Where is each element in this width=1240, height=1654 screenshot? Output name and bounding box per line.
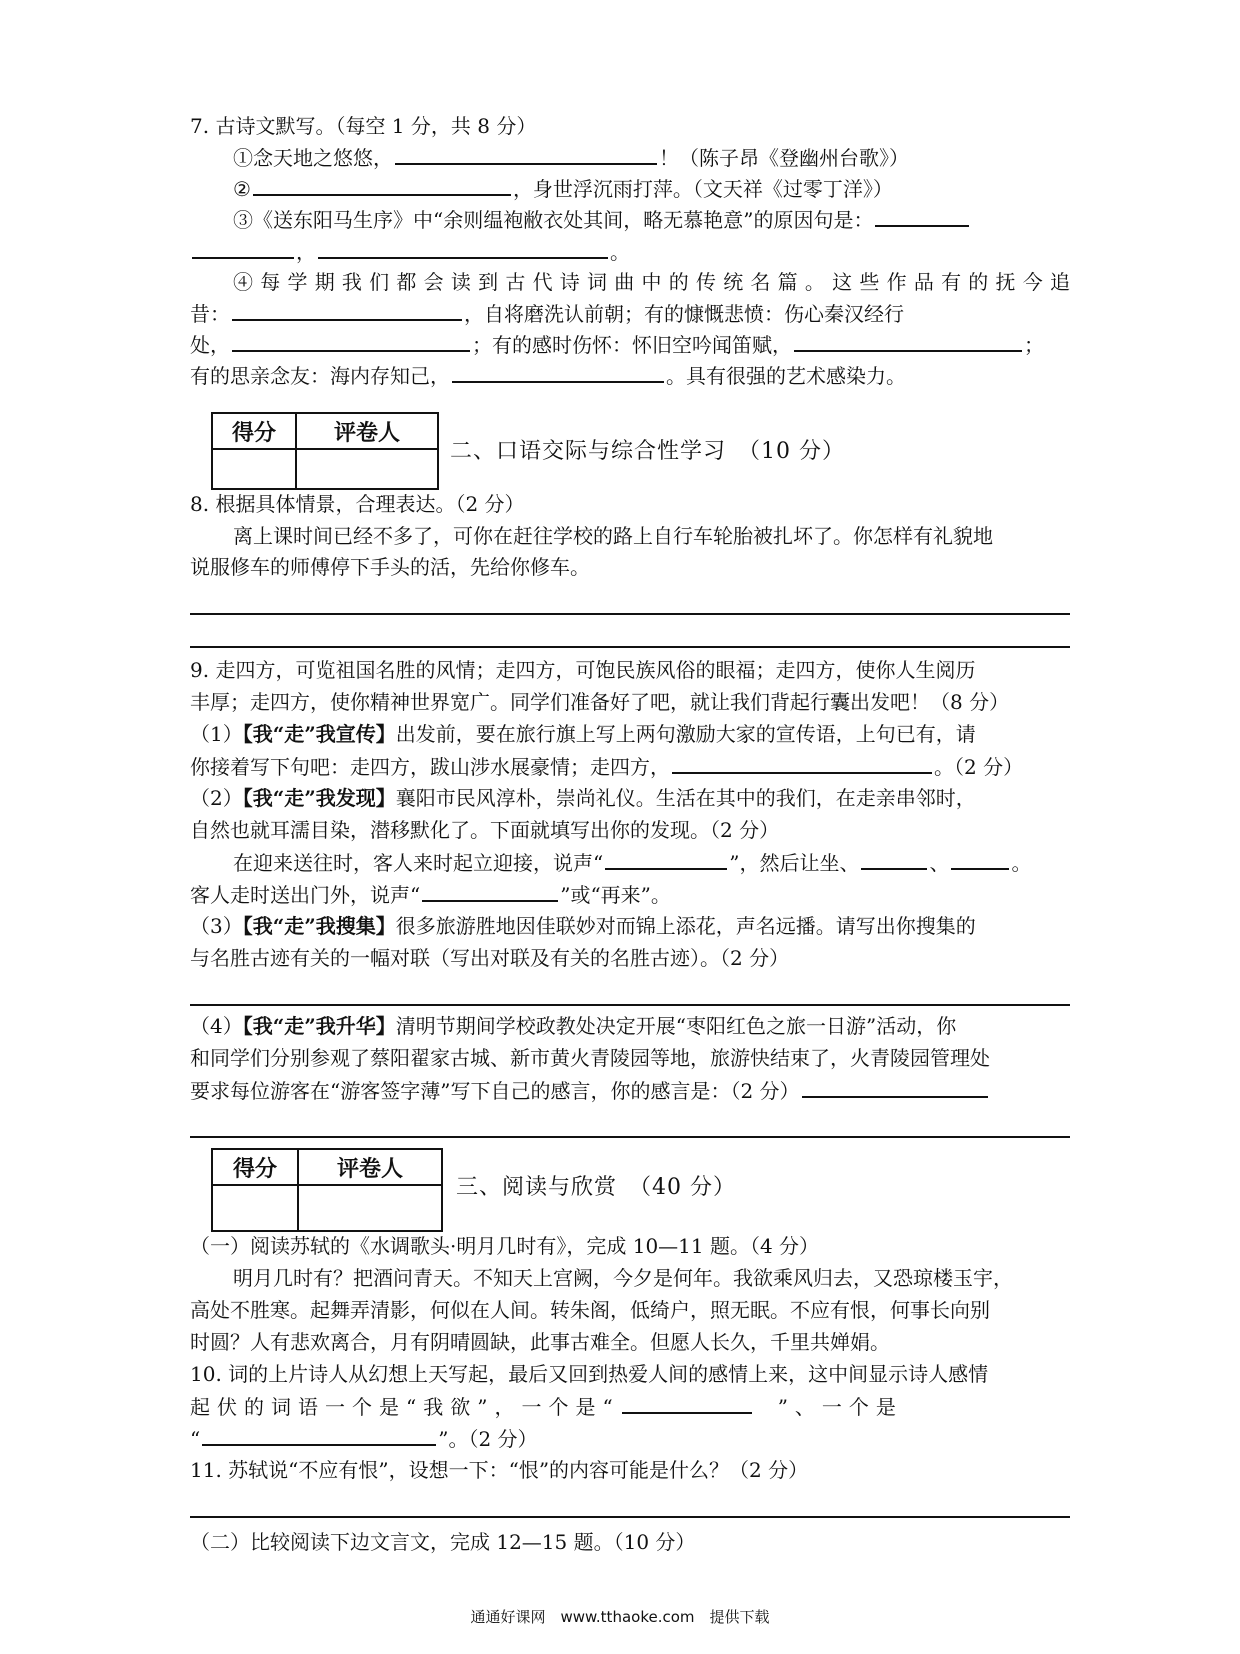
score-cell[interactable] bbox=[212, 1185, 298, 1231]
q9-sub1-num: （1） bbox=[190, 722, 243, 746]
answer-blank[interactable] bbox=[802, 1076, 988, 1098]
q9-sub4 bbox=[190, 1012, 1070, 1040]
answer-blank[interactable] bbox=[422, 880, 558, 902]
reading-2-title: （二）比较阅读下边文言文，完成 12—15 题。（10 分） bbox=[190, 1530, 696, 1554]
q9-sub3-num: （3） bbox=[190, 914, 243, 938]
answer-blank[interactable] bbox=[951, 848, 1009, 870]
reading-1-title: （一）阅读苏轼的《水调歌头·明月几时有》，完成 10—11 题。（4 分） bbox=[190, 1234, 820, 1258]
answer-blank[interactable] bbox=[202, 1424, 436, 1446]
answer-blank[interactable] bbox=[232, 330, 470, 352]
q7-line1-a: ①念天地之悠悠， bbox=[233, 146, 393, 170]
q7-line6-a: 昔： bbox=[190, 302, 230, 326]
q8-para-1: 离上课时间已经不多了，可你在赶往学校的路上自行车轮胎被扎坏了。你怎样有礼貌地 bbox=[233, 524, 993, 548]
q10-para-3-b: ”。（2 分） bbox=[438, 1427, 538, 1451]
q10-para-2-b: ”、一个是 bbox=[777, 1395, 903, 1419]
q7-line1 bbox=[233, 143, 1070, 172]
answer-blank[interactable] bbox=[622, 1392, 752, 1414]
answer-blank[interactable] bbox=[452, 361, 664, 383]
q9-sub2 bbox=[190, 784, 1070, 812]
q9-sub2-line3-c: 、 bbox=[929, 851, 950, 875]
q9-sub3-line2: 与名胜古迹有关的一幅对联（写出对联及有关的名胜古迹）。（2 分） bbox=[190, 946, 790, 970]
q9-sub1-tag: 【我“走”我宣传】 bbox=[242, 722, 396, 746]
q7-line3 bbox=[233, 205, 1070, 234]
q9-sub4-line2: 和同学们分别参观了蔡阳翟家古城、新市黄火青陵园等地，旅游快结束了，火青陵园管理处 bbox=[190, 1046, 990, 1070]
q9-sub4-line3 bbox=[190, 1076, 1070, 1105]
q9-sub4-tag: 【我“走”我升华】 bbox=[242, 1014, 396, 1038]
q7-line2-a: ② bbox=[233, 177, 251, 201]
q9-sub3-text: 很多旅游胜地因佳联妙对而锦上添花，声名远播。请写出你搜集的 bbox=[395, 914, 976, 938]
q9-sub2-num: （2） bbox=[190, 786, 243, 810]
q9-sub3 bbox=[190, 912, 1070, 940]
q10-para-2-a: 起伏的词语一个是“我欲”，一个是“ bbox=[190, 1395, 620, 1419]
q9-sub2-line3-b: ”，然后让坐、 bbox=[729, 851, 860, 875]
q9-sub3-tag: 【我“走”我搜集】 bbox=[242, 914, 396, 938]
score-cell[interactable] bbox=[212, 449, 296, 489]
answer-line[interactable] bbox=[190, 613, 1070, 615]
grader-cell[interactable] bbox=[298, 1185, 442, 1231]
q7-line6 bbox=[190, 299, 1070, 328]
score-box bbox=[211, 1148, 443, 1232]
score-header: 得分 bbox=[212, 1149, 298, 1185]
q7-line1-b: ！（陈子昂《登幽州台歌》） bbox=[659, 146, 909, 170]
q7-line8 bbox=[190, 361, 1070, 390]
q9-sub4-num: （4） bbox=[190, 1014, 243, 1038]
q9-sub2-line3-a: 在迎来送往时，客人来时起立迎接，说声“ bbox=[233, 851, 604, 875]
section-2-title: 二、口语交际与综合性学习 （10 分） bbox=[450, 439, 845, 464]
q7-line3-text: ③《送东阳马生序》中“余则缊袍敝衣处其间，略无慕艳意”的原因句是： bbox=[233, 208, 874, 232]
q9-sub2-line4-a: 客人走时送出门外，说声“ bbox=[190, 883, 421, 907]
q9-sub1-line2-b: 。（2 分） bbox=[934, 755, 1024, 779]
q7-line7 bbox=[190, 330, 1070, 359]
q7-line8-a: 有的思亲念友：海内存知己， bbox=[190, 364, 450, 388]
q8-title: 8. 根据具体情景，合理表达。（2 分） bbox=[190, 492, 525, 516]
q8-para-2: 说服修车的师傅停下手头的活，先给你修车。 bbox=[190, 555, 590, 579]
answer-line[interactable] bbox=[190, 1004, 1070, 1006]
grader-header: 评卷人 bbox=[296, 413, 438, 449]
answer-line[interactable] bbox=[190, 1516, 1070, 1518]
footer-credit: 通通好课网 www.tthaoke.com 提供下载 bbox=[470, 1608, 770, 1626]
q9-sub2-line4 bbox=[190, 880, 1070, 909]
answer-blank[interactable] bbox=[232, 299, 462, 321]
answer-line[interactable] bbox=[190, 1136, 1070, 1138]
grader-header: 评卷人 bbox=[298, 1149, 442, 1185]
section-3-title: 三、阅读与欣赏 （40 分） bbox=[456, 1175, 736, 1200]
q9-sub1-line2 bbox=[190, 752, 1070, 781]
q9-sub1-text: 出发前，要在旅行旗上写上两句激励大家的宣传语，上句已有，请 bbox=[395, 722, 976, 746]
answer-blank[interactable] bbox=[794, 330, 1022, 352]
q11-text: 11. 苏轼说“不应有恨”，设想一下：“恨”的内容可能是什么？（2 分） bbox=[190, 1458, 809, 1482]
q9-sub2-line2: 自然也就耳濡目染，潜移默化了。下面就填写出你的发现。（2 分） bbox=[190, 818, 780, 842]
answer-blank[interactable] bbox=[395, 143, 657, 165]
q7-line6-b: ，自将磨洗认前朝；有的慷慨悲愤：伤心秦汉经行 bbox=[464, 302, 904, 326]
q9-sub2-line3-d: 。 bbox=[1011, 851, 1032, 875]
answer-blank[interactable] bbox=[875, 205, 969, 227]
q7-line2 bbox=[233, 174, 1070, 203]
q7-line2-b: ，身世浮沉雨打萍。（文天祥《过零丁洋》） bbox=[512, 177, 893, 201]
q9-sub2-tag: 【我“走”我发现】 bbox=[242, 786, 396, 810]
q7-line5: ④每学期我们都会读到古代诗词曲中的传统名篇。这些作品有的抚今追 bbox=[233, 270, 1070, 294]
q9-sub2-line3 bbox=[233, 848, 1070, 877]
score-header: 得分 bbox=[212, 413, 296, 449]
q7-line8-b: 。具有很强的艺术感染力。 bbox=[666, 364, 906, 388]
q7-line4 bbox=[190, 237, 1070, 266]
answer-line[interactable] bbox=[190, 646, 1070, 648]
q9-sub1 bbox=[190, 720, 1070, 748]
q9-sub4-line3-text: 要求每位游客在“游客签字薄”写下自己的感言，你的感言是：（2 分） bbox=[190, 1079, 800, 1103]
q10-para-3 bbox=[190, 1424, 1070, 1453]
q9-sub4-text: 清明节期间学校政教处决定开展“枣阳红色之旅一日游”活动，你 bbox=[395, 1014, 957, 1038]
score-box bbox=[211, 412, 439, 490]
poem-line-1: 明月几时有？把酒问青天。不知天上宫阙，今夕是何年。我欲乘风归去，又恐琼楼玉宇， bbox=[233, 1266, 1013, 1290]
q7-title: 7. 古诗文默写。（每空 1 分，共 8 分） bbox=[190, 114, 537, 138]
answer-blank[interactable] bbox=[861, 848, 927, 870]
answer-blank[interactable] bbox=[318, 237, 608, 259]
q9-para-2: 丰厚；走四方，使你精神世界宽广。同学们准备好了吧，就让我们背起行囊出发吧！（8 分） bbox=[190, 690, 1010, 714]
q9-sub1-line2-a: 你接着写下句吧：走四方，跋山涉水展豪情；走四方， bbox=[190, 755, 670, 779]
q7-line4-comma: ， bbox=[296, 240, 316, 264]
q10-para-1: 10. 词的上片诗人从幻想上天写起，最后又回到热爱人间的感情上来，这中间显示诗人感情 bbox=[190, 1362, 989, 1386]
q9-sub2-text: 襄阳市民风淳朴，崇尚礼仪。生活在其中的我们，在走亲串邻时， bbox=[395, 786, 976, 810]
q7-line7-c: ； bbox=[1024, 333, 1044, 357]
poem-line-2: 高处不胜寒。起舞弄清影，何似在人间。转朱阁，低绮户，照无眠。不应有恨，何事长向别 bbox=[190, 1298, 990, 1322]
q7-line4-end: 。 bbox=[610, 240, 630, 264]
q7-line7-a: 处， bbox=[190, 333, 230, 357]
q7-line7-b: ；有的感时伤怀：怀旧空吟闻笛赋， bbox=[472, 333, 792, 357]
q9-sub2-line4-b: ”或“再来”。 bbox=[560, 883, 671, 907]
answer-blank[interactable] bbox=[605, 848, 727, 870]
q10-para-2 bbox=[190, 1392, 1070, 1421]
answer-blank[interactable] bbox=[253, 174, 511, 196]
answer-blank[interactable] bbox=[672, 752, 932, 774]
grader-cell[interactable] bbox=[296, 449, 438, 489]
answer-blank[interactable] bbox=[192, 237, 294, 259]
q9-para-1: 9. 走四方，可览祖国名胜的风情；走四方，可饱民族风俗的眼福；走四方，使你人生阅历 bbox=[190, 658, 976, 682]
poem-line-3: 时圆？人有悲欢离合，月有阴晴圆缺，此事古难全。但愿人长久，千里共婵娟。 bbox=[190, 1330, 890, 1354]
q10-para-3-a: “ bbox=[190, 1427, 201, 1451]
